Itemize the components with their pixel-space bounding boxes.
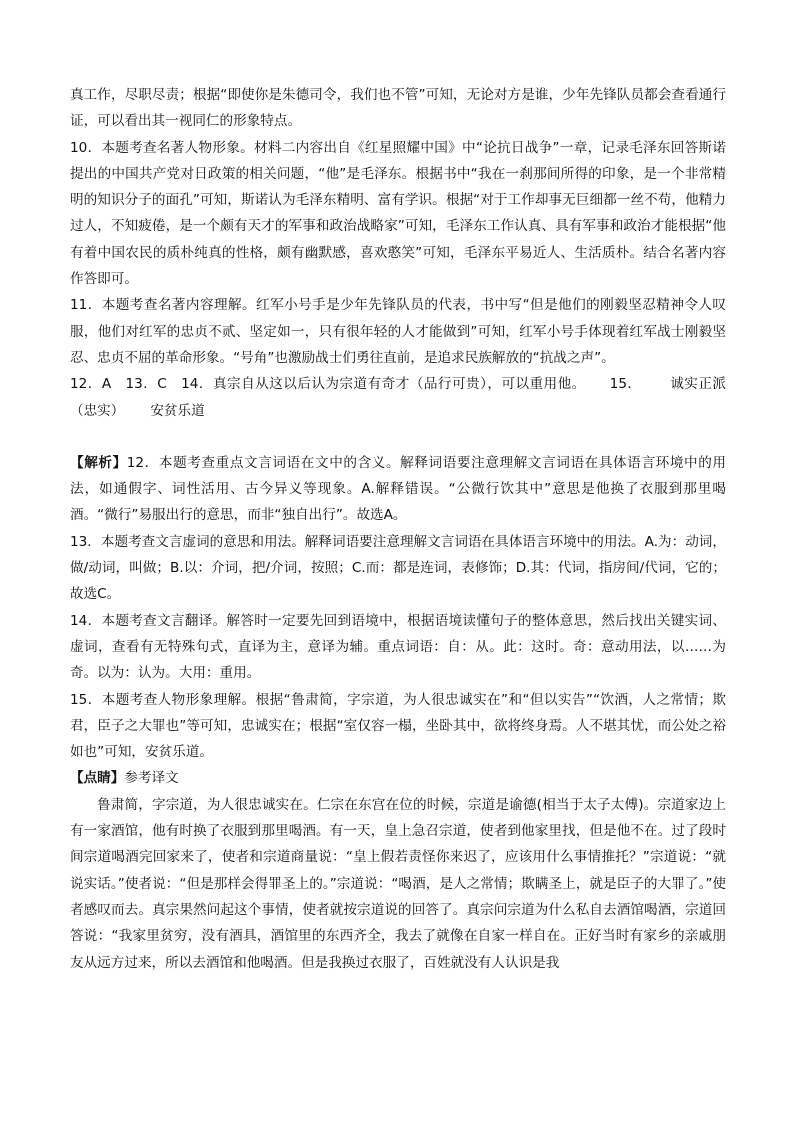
paragraph-q10: 10．本题考查名著人物形象。材料二内容出自《红星照耀中国》中“论抗日战争”一章，记录毛泽东回答斯诺提出的中国共产党对日政策的相关问题，“他”是毛泽东。根据书中“我在一刹那间所得的印象，是一个非常精明的知识分子的面孔”可知，斯诺认为毛泽东精明、富有学识。根据“对于工作却事无巨细都一丝不苟，他精力过人，不知疲倦，是一个颇有天才的军事和政治战略家”可知，毛泽东工作认真、具有军事和政治才能根据“他有着中国农民的质朴纯真的性格，颇有幽默感，喜欢憨笑”可知，毛泽东平易近人、生活质朴。结合名著内容作答即可。 bbox=[70, 139, 726, 288]
answer-line bbox=[70, 371, 726, 424]
answer-15-part1: 诚实正派（忠实） bbox=[70, 376, 726, 419]
reference-translation: 鲁肃简，字宗道，为人很忠诚实在。仁宗在东宫在位的时候，宗道是谕德(相当于太子太傅)。宗道家边上有一家酒馆，他有时换了衣服到那里喝酒。有一天，皇上急召宗道，使者到他家里找，但是他不在。过了段时间宗道喝酒完回家来了，使者和宗道商量说：“皇上假若责怪你来迟了，应该用什么事情推托？”宗道说：“就说实话。”使者说：“但是那样会得罪圣上的。”宗道说：“喝酒，是人之常情；欺瞒圣上，就是臣子的大罪了。”使者感叹而去。真宗果然问起这个事情，使者就按宗道说的回答了。真宗问宗道为什么私自去酒馆喝酒，宗道回答说：“我家里贫穷，没有酒具，酒馆里的东西齐全，我去了就像在自家一样自在。正好当时有家乡的亲戚朋友从远方过来，所以去酒馆和他喝酒。但是我换过衣服了，百姓就没有人认识是我 bbox=[70, 796, 726, 971]
paragraph-q11: 11．本题考查名著内容理解。红军小号手是少年先锋队员的代表，书中写“但是他们的刚毅坚忍精神令人叹服，他们对红军的忠贞不贰、坚定如一，只有很年轻的人才能做到”可知，红军小号手体现着红军战士刚毅坚忍、忠贞不屈的革命形象。“号角”也激励战士们勇往直前，是追求民族解放的“抗战之声”。 bbox=[70, 297, 726, 366]
answer-14: 14．真宗自从这以后认为宗道有奇才（品行可贵），可以重用他。 bbox=[181, 376, 586, 393]
pointing-heading bbox=[70, 765, 726, 791]
paragraph-continued: 真工作，尽职尽责；根据“即使你是朱德司令，我们也不管”可知，无论对方是谁，少年先锋队员都会查看通行证，可以看出其一视同仁的形象特点。 bbox=[70, 87, 726, 130]
answer-13: 13．C bbox=[125, 376, 167, 393]
analysis-14: 14．本题考查文言翻译。解答时一定要先回到语境中，根据语境读懂句子的整体意思，然后找出关键实词、虚词，查看有无特殊句式，直译为主，意译为辅。重点词语：自：从。此：这时。奇：意动用法，以……为奇。以为：认为。大用：重用。 bbox=[70, 612, 726, 682]
answer-15-number: 15． bbox=[609, 376, 642, 393]
pointing-tag: 【点睛】 bbox=[70, 770, 125, 787]
answer-12: 12．A bbox=[70, 376, 112, 393]
pointing-label: 参考译文 bbox=[124, 770, 179, 787]
document-content bbox=[70, 82, 726, 976]
analysis-12 bbox=[70, 450, 726, 529]
analysis-13: 13．本题考查文言虚词的意思和用法。解释词语要注意理解文言词语在具体语言环境中的用法。A.为：动词，做/动词，叫做；B.以：介词，把/介词，按照；C.而：都是连词，表修饰；D.其：代词，指房间/代词，它的；故选C。 bbox=[70, 533, 726, 603]
spacer bbox=[70, 424, 726, 450]
analysis-15: 15．本题考查人物形象理解。根据“鲁肃简，字宗道，为人很忠诚实在”和“但以实告”“饮酒，人之常情；欺君，臣子之大罪也”等可知，忠诚实在；根据“室仅容一榻，坐卧其中，欲将终身焉。人不堪其忧，而公处之裕如也”可知，安贫乐道。 bbox=[70, 691, 726, 761]
answer-15-part2: 安贫乐道 bbox=[150, 402, 205, 419]
analysis-12-text: 12．本题考查重点文言词语在文中的含义。解释词语要注意理解文言词语在具体语言环境中的用法，如通假字、词性活用、古今异义等现象。A.解释错误。“公微行饮其中”意思是他换了衣服到那里喝酒。“微行”易服出行的意思，而非“独自出行”。故选A。 bbox=[70, 454, 727, 524]
analysis-tag: 【解析】 bbox=[70, 454, 127, 471]
